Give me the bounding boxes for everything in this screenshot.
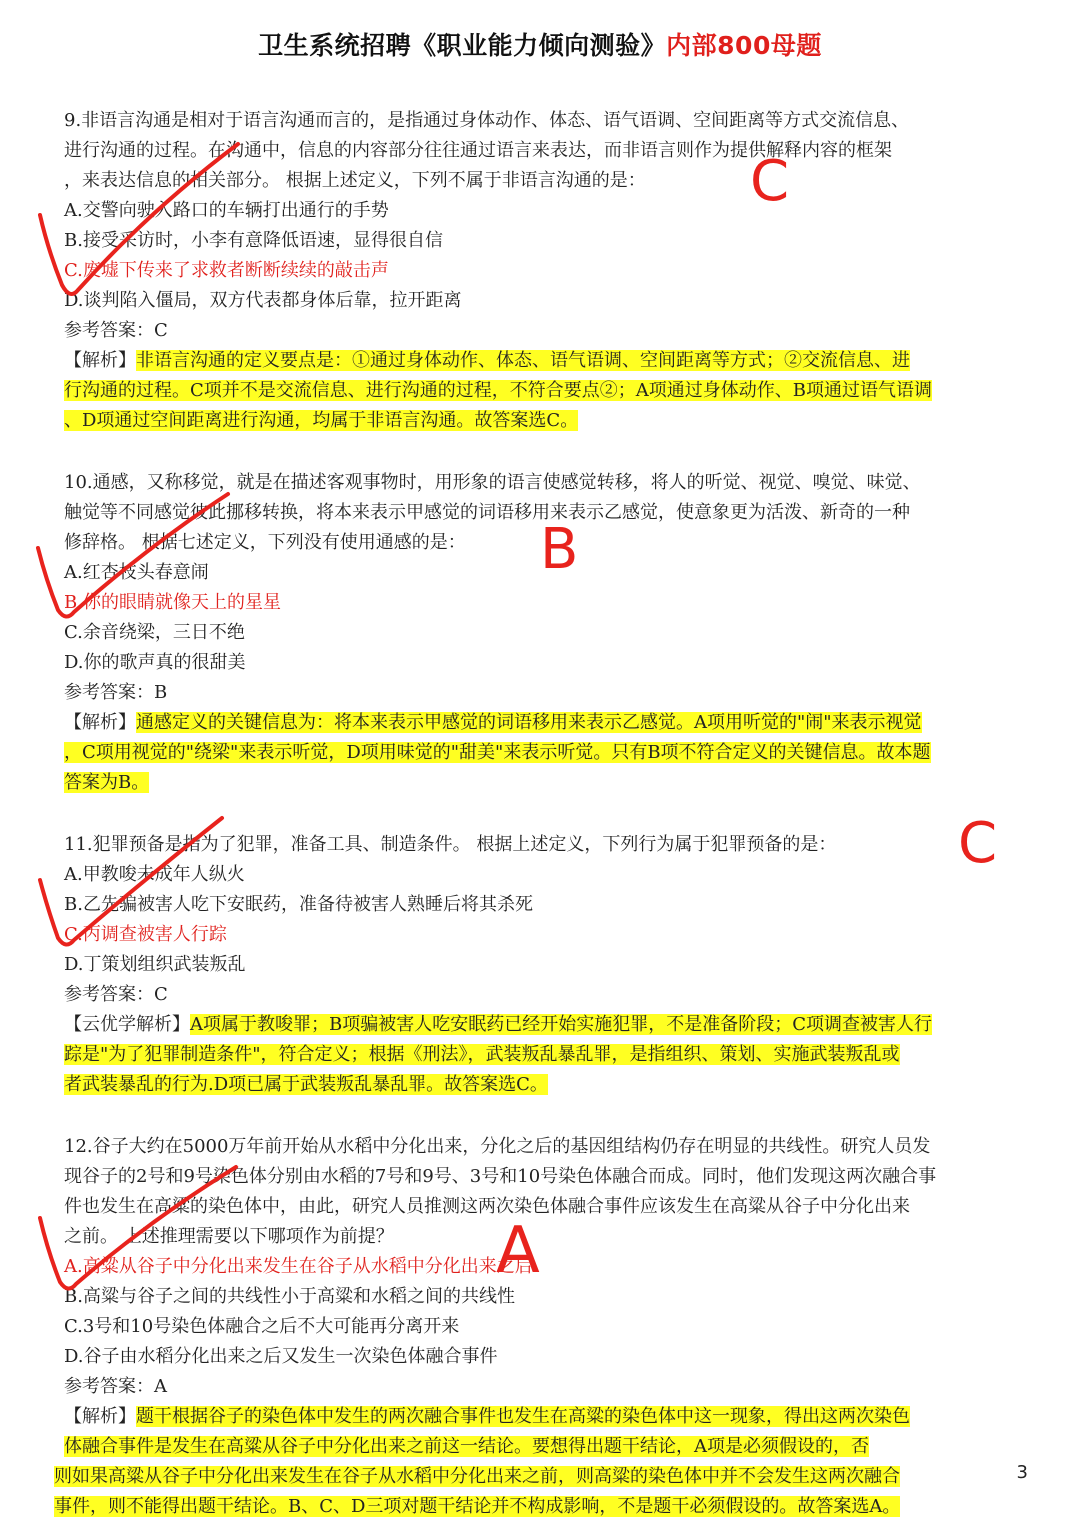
stem-line: 现谷子的2号和9号染色体分别由水稻的7号和9号、3号和10号染色体融合而成。同时，他们发现这两次融合事 (64, 1166, 937, 1187)
analysis-text: 答案为B。 (64, 772, 150, 793)
reference-answer: 参考答案：B (64, 682, 168, 703)
option-d: D.你的歌声真的很甜美 (64, 652, 246, 673)
title-highlight: 内部800母题 (666, 31, 822, 60)
stem-line: ，来表达信息的相关部分。 根据上述定义，下列不属于非语言沟通的是： (64, 170, 646, 191)
analysis-label: 【解析】 (64, 712, 136, 733)
option-d: D.丁策划组织武装叛乱 (64, 954, 246, 975)
reference-answer: 参考答案：A (64, 1376, 167, 1397)
option-c-correct: C.丙调查被害人行踪 (64, 924, 227, 945)
option-d: D.谈判陷入僵局，双方代表都身体后靠，拉开距离 (64, 290, 462, 311)
question-9 (64, 106, 1024, 436)
analysis-text: 行沟通的过程。C项并不是交流信息、进行沟通的过程，不符合要点②；A项通过身体动作、B项通过语气语调 (64, 380, 932, 401)
analysis-text: 踪是"为了犯罪制造条件"，符合定义；根据《刑法》，武装叛乱暴乱罪，是指组织、策划、实施武装叛乱或 (64, 1044, 900, 1065)
analysis-line (64, 346, 1024, 376)
analysis-text: 体融合事件是发生在高粱从谷子中分化出来之前这一结论。要想得出题干结论，A项是必须假设的，否 (64, 1436, 869, 1457)
handwritten-answer-q12: A (496, 1214, 540, 1288)
reference-answer: 参考答案：C (64, 984, 168, 1005)
stem-line: 触觉等不同感觉彼此挪移转换，将本来表示甲感觉的词语移用来表示乙感觉，使意象更为活泼、新奇的一种 (64, 502, 910, 523)
title-main: 卫生系统招聘《职业能力倾向测验》 (258, 31, 667, 60)
option-a: A.红杏枝头春意闹 (64, 562, 209, 583)
handwritten-answer-q9: C (750, 149, 790, 214)
stem-line: 件也发生在高粱的染色体中，由此，研究人员推测这两次染色体融合事件应该发生在高粱从谷子中分化出来 (64, 1196, 910, 1217)
option-a: A.甲教唆未成年人纵火 (64, 864, 245, 885)
stem-line: 进行沟通的过程。在沟通中，信息的内容部分往往通过语言来表达，而非语言则作为提供解释内容的框架 (64, 140, 892, 161)
handwritten-answer-q10: B (540, 517, 579, 582)
option-c-correct: C.废墟下传来了求救者断断续续的敲击声 (64, 260, 389, 281)
analysis-text: 非语言沟通的定义要点是：①通过身体动作、体态、语气语调、空间距离等方式；②交流信息、进 (136, 350, 910, 371)
option-a: A.交警向驶入路口的车辆打出通行的手势 (64, 200, 389, 221)
question-10 (64, 468, 1024, 798)
analysis-label: 【云优学解析】 (64, 1014, 190, 1035)
page-number: 3 (1016, 1462, 1028, 1483)
analysis-text: 者武装暴乱的行为.D项已属于武装叛乱暴乱罪。故答案选C。 (64, 1074, 548, 1095)
handwritten-answer-q11: C (958, 811, 998, 876)
option-b: B.高粱与谷子之间的共线性小于高粱和水稻之间的共线性 (64, 1286, 515, 1307)
option-c: C.余音绕梁，三日不绝 (64, 622, 245, 643)
stem-line: 11.犯罪预备是指为了犯罪，准备工具、制造条件。 根据上述定义，下列行为属于犯罪预备的是： (64, 834, 837, 855)
stem-line: 10.通感，又称移觉，就是在描述客观事物时，用形象的语言使感觉转移，将人的听觉、视觉、嗅觉、味觉、 (64, 472, 921, 493)
question-12 (54, 1132, 1024, 1522)
option-a-correct: A.高粱从谷子中分化出来发生在谷子从水稻中分化出来之后 (64, 1256, 533, 1277)
analysis-text: 、D项通过空间距离进行沟通，均属于非语言沟通。故答案选C。 (64, 410, 579, 431)
option-b: B.接受采访时，小李有意降低语速，显得很自信 (64, 230, 443, 251)
page-title (0, 26, 1080, 62)
stem-line: 12.谷子大约在5000万年前开始从水稻中分化出来，分化之后的基因组结构仍存在明显的共线性。研究人员发 (64, 1136, 931, 1157)
analysis-text: 则如果高粱从谷子中分化出来发生在谷子从水稻中分化出来之前，则高粱的染色体中并不会发生这两次融合 (54, 1466, 900, 1487)
question-11 (64, 830, 1024, 1100)
reference-answer: 参考答案：C (64, 320, 168, 341)
option-d: D.谷子由水稻分化出来之后又发生一次染色体融合事件 (64, 1346, 498, 1367)
analysis-label: 【解析】 (64, 1406, 136, 1427)
analysis-text: 事件，则不能得出题干结论。B、C、D三项对题干结论并不构成影响，不是题干必须假设的。故答案选A。 (54, 1496, 901, 1517)
analysis-label: 【解析】 (64, 350, 136, 371)
option-b: B.乙先骗被害人吃下安眠药，准备待被害人熟睡后将其杀死 (64, 894, 533, 915)
option-c: C.3号和10号染色体融合之后不大可能再分离开来 (64, 1316, 460, 1337)
stem-line: 9.非语言沟通是相对于语言沟通而言的，是指通过身体动作、体态、语气语调、空间距离等方式交流信息、 (64, 110, 910, 131)
analysis-text: 题干根据谷子的染色体中发生的两次融合事件也发生在高粱的染色体中这一现象，得出这两次染色 (136, 1406, 910, 1427)
analysis-text: A项属于教唆罪；B项骗被害人吃安眠药已经开始实施犯罪，不是准备阶段；C项调查被害人行 (190, 1014, 932, 1035)
stem-line: 修辞格。 根据七述定义，下列没有使用通感的是： (64, 532, 466, 553)
analysis-text: 通感定义的关键信息为：将本来表示甲感觉的词语移用来表示乙感觉。A项用听觉的"闹"来表示视觉 (136, 712, 922, 733)
analysis-text: ，C项用视觉的"绕梁"来表示听觉，D项用味觉的"甜美"来表示听觉。只有B项不符合定义的关键信息。故本题 (64, 742, 931, 763)
stem-line: 之前。 上述推理需要以下哪项作为前提？ (64, 1226, 394, 1247)
option-b-correct: B.你的眼睛就像天上的星星 (64, 592, 281, 613)
